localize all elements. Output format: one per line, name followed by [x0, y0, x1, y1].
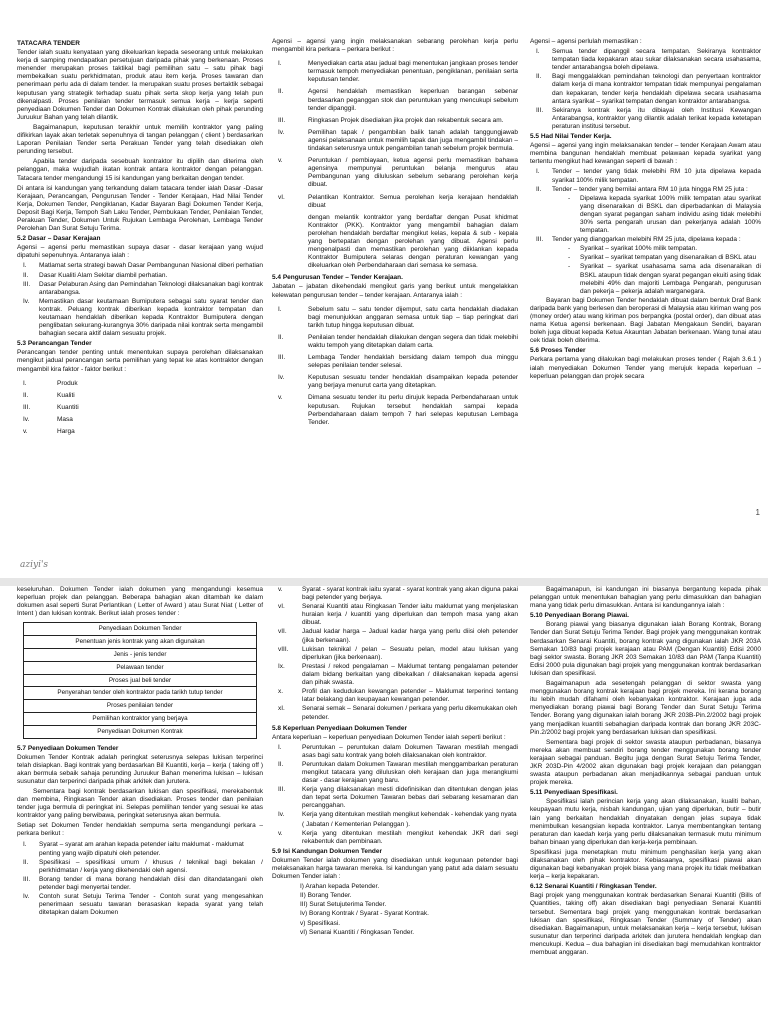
list-item: I) Arahan kepada Petender. — [300, 883, 380, 891]
list-item: Iv. Pemilihan tapak / pengambilan balik tanah adalah tanggungjawab agensi pelaksanaan untuk memilih tapak dan juga mengambil tindakan – tindakan seterusnya untuk pengambilan tanah sebelum projek bermula. — [278, 128, 518, 153]
list-item: v. Peruntukan / pembiayaan, ketua agensi perlu memastikan bahawa agensinya mempunyai peruntukan belanja mengurus atau Pembangunan yang diluluskan sebelum sebarang perolehan kerja dibuat. — [278, 157, 518, 189]
list-item: II. Spesifikasi – spesifikasi umum / khusus / teknikal bagi bekalan / perkhidmatan / kerja yang dikehendaki oleh agensi. — [23, 858, 263, 874]
list-item: vI. Senarai Kuantiti atau Ringkasan Tender iaitu maklumat yang menjelaskan huraian kerja / kuantiti yang diperlukan dan tempoh masa yang akan dibuat. — [278, 603, 518, 627]
list-5-2 — [17, 262, 263, 338]
document-page-2 — [0, 586, 768, 1024]
paragraph: Di antara isi kandungan yang terkandung dalam tatacara tender ialah Dasar -Dasar Kerajaan, Perancangan, Pengurusan Tender - Tender Kerajaan, Had Nilai Tender Kerja, Dokumen Tender, Pengiklanan, Kadar Bayaran Bagi Dokumen Tender Kerja, Deposit Bagi Kerja, Tempoh Sah Laku Tender, Pembukaan Tender, Penilaian Tender, Perakuan Tender, Dokumen Untuk Rujukan Lembaga Perolehan, Lembaga Tender Perolehan Dan Surat Setuju Terima. — [17, 184, 263, 233]
paragraph: Bayaran bagi Dokumen Tender hendaklah dibuat dalam bentuk Draf Bank daripada bank yang berlesen dan beroperasi di Malaysia atau kiriman wang pos (money order) atau wang kiriman pos berpangka (postal order), dan dibuat atas nama Ketua agensi berkenaan. Bagi Jabatan Mengakaun Sendiri, bayaran boleh juga dibuat kepada Ketua Akauntan Jabatan berkenaan. Wang tunai atau cek tidak boleh diterima. — [530, 296, 761, 345]
list-item: vII. Jadual kadar harga – Jadual kadar harga yang perlu diisi oleh petender (jika berkenaan). — [278, 628, 518, 644]
list-item: I. Produk — [23, 379, 78, 387]
list-item: I. Peruntukan – peruntukan dalam Dokumen Tawaran mestilah mengadi asas bagi satu kontrak yang boleh dilaksanakan oleh kontraktor. — [278, 743, 518, 759]
paragraph: Bagaimanapun ada sesetengah pelanggan di sektor swasta yang menggunakan borang kontrak kerajaan bagi projek mereka. Ini kerana borang itu lebih mudah difahami oleh kebanyakan kontraktor. Kerajaan juga ada menyediakan borang piawai bagi Borang Tender dan Surat Setuju Terima Tender. Borang yang digunakan ialah borang JKR 203B-Pin.2/2002 bagi projek yang menjadikan kuantiti sebahagian daripada kontrak dan borang JKR 203C-Pin.2/2002 bagi projek yang berdasarkan lukisan dan spesifikasi. — [530, 680, 761, 736]
list-item: v. Kerja yang ditentukan mestilah mengikut kehendak JKR dari segi rekabentuk dan pembinaan. — [278, 829, 518, 845]
flow-step: Penentuan jenis kontrak yang akan digunakan — [24, 636, 256, 649]
page2-column-2 — [272, 586, 518, 938]
heading-5-11: 5.11 Penyediaan Spesifikasi. — [530, 789, 618, 797]
paragraph: Spesifikasi ialah perincian kerja yang akan dilaksanakan, kualiti bahan, keupayaan mutu kerja, nisbah kandungan, ujian yang diperlukan, butir – butir lain yang berkaitan hendaklah dinyatakan dengan jelas supaya tidak menimbulkan kesangsian kepada kontraktor. Lanya membentangkan tentang peraturan dan kaedah kerja yang perlu dilaksanakan termasuk mutu minimum bahan binaan yang diperlukan dan kerja-kerja pembinaan. — [530, 798, 761, 846]
dash-item: - Dipelawa kepada syarikat 100% milik tempatan atau syarikat yang disenaraikan di BSKL dan diperbadankan di Malaysia dengan syarat pegangan saham individu asing tidak melebihi 30% serta pengarah urusan dan pekerjanya adalah 100% tempatan. — [568, 194, 761, 235]
list-item: III. Ringkasan Projek disediakan jika projek dan rekabentuk secara am. — [278, 116, 504, 124]
heading-5-8: 5.8 Keperluan Penyediaan Dokumen Tender — [272, 724, 407, 732]
list-item: Ix. Prestasi / rekod pengalaman – Maklumat tentang pengalaman petender dalam bidang berkaitan yang dibekalkan / dilaksanakan kepada agensi dan pihak swasta. — [278, 662, 518, 687]
heading-5-6: 5.6 Proses Tender — [530, 347, 586, 355]
list-item: v. Dimana sesuatu tender itu perlu dirujuk kepada Perbendaharaan untuk keputusan. Rujukan tersebut hendaklah sampai kepada Perbendaharaan dalam tempoh 7 hari selepas keputusan Lembaga Tender. — [278, 394, 518, 426]
list-item: penting yang wajib dipatuhi oleh petender. — [39, 849, 161, 857]
list-dokumen-items — [272, 586, 518, 723]
list-item: x. Profil dan kedudukan kewangan petender – Maklumat terperinci tentang latar belakang dan keupayaan kewangan petender. — [278, 688, 518, 704]
list-5-5 — [530, 168, 761, 295]
list-item: II. Peruntukan dalam Dokumen Tawaran mestilah menggambarkan peraturan mengikut tatacara yang diluluskan oleh kerajaan dan juga merangkumi dasar - dasar kerajaan yang baru. — [278, 760, 518, 785]
flow-step: Jenis - jenis tender — [24, 649, 256, 662]
paragraph: Agensi – agensi perlulah memastikan : — [530, 38, 642, 45]
list-item: v. Syarat - syarat kontrak iaitu syarat - syarat kontrak yang akan diguna pakai bagi petender yang berjaya. — [278, 586, 518, 602]
list-item: vI) Senarai Kuantiti / Ringkasan Tender. — [300, 928, 415, 936]
paragraph: Dokumen Tender Kontrak adalah peringkat seterusnya selepas lukisan terperinci telah disiapkan. Bagi kontrak yang berdasarkan Bil Kuantiti, kerja – kerja ( taking off ) akan bermula sebaik sahaja perunding Juruukur Bahan menerima lukisan – lukisan susunatur dan terperinci daripada pihak arkitek dan jurutera. — [17, 753, 263, 785]
list-item: Iv) Borang Kontrak / Syarat - Syarat Kontrak. — [300, 910, 429, 918]
list-item: dengan melantik kontraktor yang berdaftar dengan Pusat khidmat Kontraktor (PKK). Kontraktor yang mengambil bahagian dalam perolehan hendaklah berdaftar mengikut kelas, kepala & sub - kepala yang bertepatan dengan perolehan yang dibuat. Agensi perlu mengenalpasti dan memastikan perolehan yang diiklankan kepada Kontraktor Bumiputera selaras dengan peraturan kewangan yang dikeluarkan oleh Perbendaharaan dari semasa ke semasa. — [308, 213, 518, 270]
dash-item: - Syarikat – syarikat usahasama sama ada disenaraikan di BSKL ataupun tidak dengan syarat pegangan ekuiti asing tidak melebihi 49% dan majoriti Lembaga Pengarah, pengurusan dan pekerja – pekerja adalah warganegara. — [568, 263, 761, 295]
paragraph: Sementara bagi kontrak berdasarkan lukisan dan spesifikasi, merekabentuk dan membina, Ringkasan Tender akan disediakan. Proses tender dan penilaian tender juga bermula di peringkat ini. Selepas pemilihan tender yang sesuai ke atas kontraktor yang paling berwibawa, peringkat seterusnya akan bermula. — [17, 788, 263, 820]
paragraph: Agensi – agensi perlu memastikan supaya dasar - dasar kerajaan yang wujud dipatuhi sepenuhnya. Antaranya ialah : — [17, 244, 263, 260]
list-item: II. Agensi hendaklah memastikan keperluan barangan sebenar berdasarkan peganggan stok dan peruntukan yang mencukupi sebelum tender dipanggil. — [278, 88, 518, 112]
paragraph: Perancangan tender penting untuk menentukan supaya perolehan dilaksanakan mengikut jadual perancangan serta pemilihan yang tepat ke atas kontraktor dengan mengambil kira faktor - faktor berikut : — [17, 349, 263, 373]
paragraph: Setiap set Dokumen Tender hendaklah sempurna serta mengandungi perkara – perkara berikut : — [17, 822, 263, 838]
paragraph: Spesifikasi juga menetapkan mutu minimum penghasilan kerja yang akan dilaksanakan oleh pihak kontraktor. Kebiasaanya, spesifikasi piawai akan digunakan bagi kebanyakan projek biasa yang mana projek itu tidak melibatkan kerja – kerja kepakaran. — [530, 848, 761, 881]
list-item: II. Bagi menggalakkan pemindahan teknologi dan penyertaan kontraktor dalam kerja di mana kontraktor tempatan tidak mempunyai pengalaman dan kepakaran, tender kerja hendaklah dipelawa secara usahasama antara syarikat – syarikat tempatan dengan kontraktor antarabangsa. — [536, 73, 761, 105]
page1-column-1 — [17, 38, 263, 440]
list-item: III. Lembaga Tender hendaklah bersidang dalam tempoh dua minggu selepas penilaian tender selesai. — [278, 354, 518, 370]
author-signature: aziyi's — [20, 560, 49, 570]
paragraph: Dokumen Tender ialah dokumen yang disediakan untuk kegunaan petender bagi melaksanakan harga tawaran mereka. Isi kandungan yang patut ada dalam sesuatu Dokumen Tender ialah : — [272, 856, 518, 881]
page-number: 1 — [755, 508, 760, 517]
list-5-9 — [300, 883, 518, 937]
list-perolehan — [272, 60, 518, 270]
list-item: III. Tender yang dianggarkan melebihi RM 25 juta, dipelawa kepada : — [536, 236, 741, 244]
flow-step: Proses penilaian tender — [24, 700, 256, 713]
list-5-4 — [272, 306, 518, 427]
list-item: III. Dasar Pelaburan Asing dan Pemindahan Teknologi dilaksanakan bagi kontrak antarabangsa. — [23, 280, 263, 296]
list-item: vIII. Lukisan teknikal / pelan – Sesuatu pelan, model atau lukisan yang diperlukan (jika berkenaan). — [278, 645, 518, 661]
list-item: v. Harga — [23, 428, 75, 436]
list-item: II. Penilaian tender hendaklah dilakukan dengan segera dan tidak melebihi waktu tempoh yang ditetapkan dalam carta. — [278, 333, 518, 349]
paragraph: Tender ialah suatu kenyataan yang dikeluarkan kepada seseorang untuk melakukan kerja di samping mendapatkan persetujuan daripada pihak yang berkenaan. Proses menender merupakan proses taktikal bagi pemilihan satu – satu pihak bagi membekalkan suatu perkhidmatan, produk atau item kerja. Proses tawaran dan penerimaan perlu ada di dalam tender. Ia merupakan suatu proses bertaktik sebagai keputusan yang strategik terhadap suatu pihak serta skop kerja yang telah pun dikenalpasti. Proses penilaian tender termasuk semua kerja – kerja seperti penyediaan Dokumen Tender dan Dokumen Kontrak dilakukan oleh pihak perunding Juruukur Bahan yang telah dilantik. — [17, 49, 263, 121]
flow-step: Penyediaan Dokumen Tender — [24, 623, 256, 636]
heading-5-7: 5.7 Penyediaan Dokumen Tender — [17, 744, 119, 752]
list-item: vI. Pelantikan Kontraktor. Semua perolehan kerja kerajaan hendaklah dibuat — [278, 193, 518, 209]
paragraph: Bagaimanapun, isi kandungan ini biasanya bergantung kepada pihak pelanggan untuk menentukan bahagian yang perlu dimasukkan dan bahagian mana yang tidak perlu dimasukkan. Antara isi kandungannya ialah : — [530, 586, 761, 610]
flow-step: Proses jual beli tender — [24, 675, 256, 688]
paragraph: Agensi – agensi yang ingin melaksanakan sebarang perolehan kerja perlu mengambil kira perkara – perkara berikut : — [272, 38, 518, 54]
heading-5-9: 5.9 Isi Kandungan Dokumen Tender — [272, 847, 383, 855]
page1-column-2 — [272, 38, 518, 431]
heading-5-5: 5.5 Had Nilai Tender Kerja. — [530, 133, 612, 141]
paragraph: Bagi projek yang menggunakan kontrak berdasarkan Senarai Kuantiti (Bills of Quantities, taking off) akan disediakan bagi penyediaan Senarai Kuantiti tersebut. Sementara bagi projek yang menggunakan kontrak berdasarkan lukisan dan spesifikasi, Ringkasan Tender (Summary of Tender) akan disediakan. Bagaimanapun, untuk melaksanakan kerja – kerja tersebut, lukisan susunatur dan terperinci daripada arkitek dan jurutera hendaklah lengkap dan mencukupi. Kedua – dua bahagian ini disediakan bagi memudahkan kontraktor membuat anggaran. — [530, 892, 761, 957]
list-item: III. Kerja yang dilaksanakan mesti didefinisikan dan ditentukan dengan jelas dan tepat serta Dokumen Tawaran bebas dari sebarang kesamaran dan percanggahan. — [278, 786, 518, 810]
list-item: Iv. Contoh surat Setuju Terima Tender - Contoh surat yang mengesahkan penerimaan sesuatu tawaran berasaskan kepada syarat yang telah ditetapkan dalam Dokumen — [23, 893, 263, 917]
list-5-3 — [17, 380, 263, 436]
list-agensi — [530, 48, 761, 131]
heading-5-10: 5.10 Penyediaan Borang Piawai. — [530, 612, 629, 620]
list-item: petender. — [302, 714, 330, 722]
list-item: I. Semua tender dipanggil secara tempatan. Sekiranya kontraktor tempatan tiada kepakaran atau sukar dilaksanakan secara usahasama, tender antarabangsa boleh dipelawa. — [536, 48, 761, 72]
dash-item: - Syarikat – syarikat 100% milik tempatan. — [568, 245, 698, 253]
page2-column-1 — [17, 586, 263, 918]
paragraph: Sementara bagi projek di sektor swasta ataupun perbadanan, biasanya mereka akan membuat sendiri borang tender menggunakan borang tender kerajaan sebagai panduan. Begitu juga dengan Surat Setuju Terima Tender, JKR 203D-Pin 4/2002 akan digunakan bagi projek kerajaan dan pelanggan swasta ataupun perbadanan akan menjadikannya sebagai panduan untuk projek mereka. — [530, 738, 761, 787]
paragraph: Antara keperluan – keperluan penyediaan Dokumen Tender ialah seperti berikut : — [272, 733, 506, 741]
flow-step: Penyediaan Dokumen Kontrak — [97, 727, 183, 735]
page1-column-3 — [530, 38, 761, 383]
list-item: xI. Senarai semak – Senarai dokumen / perkara yang perlu dikemukakan oleh — [278, 705, 518, 713]
list-item: I. Matlamat serta strategi bawah Dasar Pembangunan Nasional diberi perhatian — [23, 262, 264, 270]
paragraph: keseluruhan. Dokumen Tender ialah dokumen yang mengandungi kesemua keperluan projek dan pelanggan. Beberapa bahagian akan ditambah ke dalam dokumen asal seperti Surat Perlantikan ( Letter of Award ) atau Surat Niat ( Letter of Intent ) dan lukisan kontrak. Berikut ialah proses tender : — [17, 586, 263, 618]
list-item: Iv. Masa — [23, 415, 73, 423]
list-item: Iv. Kerja yang ditentukan mestilah mengikut kehendak - kehendak yang nyata — [278, 811, 517, 819]
flow-step: Penyerahan tender oleh kontraktor pada tarikh tutup tender — [24, 687, 256, 700]
paragraph: Borang piawai yang biasanya digunakan ialah Borang Kontrak, Borang Tender dan Surat Setuju Terima Tender. Bagi projek yang menggunakan kontrak berdasarkan Senarai Kuantiti, borang kontrak yang digunakan ialah JKR 203A Semakan 10/83 bagi projek kerajaan atau PAM (Dengan Kuantiti) Edisi 2000 bagi sektor swasta. Borang JKR 203 Semakan 10/83 dan PAM (Tanpa Kuantiti) Edisi 2000 pula digunakan bagi projek yang menggunakan kontrak berdasarkan lukisan dan spesifikasi. — [530, 621, 761, 677]
list-item: III) Surat Setujuterima Tender. — [300, 901, 387, 909]
page-divider — [0, 578, 768, 586]
page2-column-3 — [530, 586, 761, 959]
dash-item: - Syarikat – syarikat tempatan yang disenaraikan di BSKL atau — [568, 254, 757, 262]
list-item: ( Jabatan / Kementerian Pelanggan ). — [302, 820, 411, 828]
list-item: Iv. Keputusan sesuatu tender hendaklah disampaikan kepada petender yang berjaya menurut carta yang ditetapkan. — [278, 374, 518, 390]
heading-5-2: 5.2 Dasar – Dasar Kerajaan — [17, 235, 101, 243]
section-title-tatacara-tender: TATACARA TENDER — [17, 40, 80, 47]
list-5-7 — [17, 841, 263, 918]
tender-process-flowchart — [23, 622, 257, 738]
paragraph: Perkara pertama yang dilakukan bagi melakukan proses tender ( Rajah 3.6.1 ) ialah menyediakan Dokumen Tender yang merujuk kepada keperluan – keperluan pelanggan dan projek secara — [530, 356, 761, 380]
list-item: II) Borang Tender. — [300, 892, 352, 900]
flow-step: Pelawaan tender — [24, 662, 256, 675]
paragraph: Jabatan – jabatan dikehendaki mengikut garis yang berikut untuk mengelakkan kelewatan pengurusan tender – tender kerajaan. Antaranya ialah : — [272, 283, 518, 299]
list-item: III. Sekiranya kontrak kerja itu dibiayai oleh Institusi Kewangan Antarabangsa, kontraktor yang dilantik adalah terikat kepada ketetapan peraturan institusi tersebut. — [536, 106, 761, 130]
paragraph: Agensi – agensi yang ingin melaksanakan tender – tender Kerajaan Awam atau membina bangunan hendaklah membuat pelawaan kepada syarikat yang tertentu mengikut had kewangan seperti di bawah : — [530, 142, 761, 166]
flow-step: Pemilihan kontraktor yang berjaya — [24, 713, 256, 726]
list-item: II. Kualiti — [23, 391, 75, 399]
list-item: II. Dasar Kualiti Alam Sekitar diambil perhatian. — [23, 271, 168, 279]
heading-5-3: 5.3 Perancangan Tender — [17, 340, 92, 348]
paragraph: Apabila tender daripada sesebuah kontraktor itu dipilih dan diterima oleh pelanggan, maka wujudlah ikatan kontrak antara kontraktor dengan pelanggan. Tatacara tender mengandungi 15 isi kandungan yang berkaitan dengan tender. — [17, 158, 263, 182]
heading-6-12: 6.12 Senarai Kuantiti / Ringkasan Tender. — [530, 883, 657, 891]
paragraph: Bagaimanapun, keputusan terakhir untuk memilih kontraktor yang paling difikirkan layak akan terletak sepenuhnya di tangan pelanggan ( client ) berdasarkan Laporan Penilaian Tender serta Perakuan Tender yang telah disediakan oleh perunding tersebut. — [17, 123, 263, 156]
heading-5-4: 5.4 Pengurusan Tender – Tender Kerajaan. — [272, 274, 403, 282]
list-item: I. Syarat – syarat am arahan kepada petender iaitu maklumat - maklumat — [23, 840, 244, 848]
list-item: I. Tender – tender yang tidak melebihi RM 10 juta dipelawa kepada syarikat 100% milik tempatan. — [536, 168, 761, 184]
list-item: I. Menyediakan carta atau jadual bagi menentukan jangkaan proses tender termasuk tempoh menyediakan penentuan, pengiklanan, penilaian serta keputusan tender. — [278, 60, 518, 84]
list-item: Iv. Memastikan dasar keutamaan Bumiputera sebagai satu syarat tender dan kontrak. Peluang kontrak diberikan kepada kontraktor tempatan dan keutamaan hendaklah diberikan kepada Kontraktor Bumiputera dengan penglibatan sekurang-kurangnya 30% daripada nilai kontrak serta mengambil bahagian secara aktif dalam sesuatu projek. — [23, 297, 263, 338]
list-item: II. Tender – tender yang bernilai antara RM 10 juta hingga RM 25 juta : — [536, 185, 748, 193]
list-item: I. Sebelum satu – satu tender dijemput, satu carta hendaklah diadakan bagi menunjukkan anggaran semasa untuk tiap – tiap peringkat dari tarikh tutup hingga keputusan dibuat. — [278, 305, 518, 329]
list-item: III. Kuantiti — [23, 403, 79, 411]
list-5-8 — [272, 744, 518, 846]
list-item: III. Borang tender di mana borang hendaklah diisi dan ditandatangani oleh petender bagi menyertai tender. — [23, 875, 263, 892]
list-item: v) Spesifikasi. — [300, 919, 341, 927]
